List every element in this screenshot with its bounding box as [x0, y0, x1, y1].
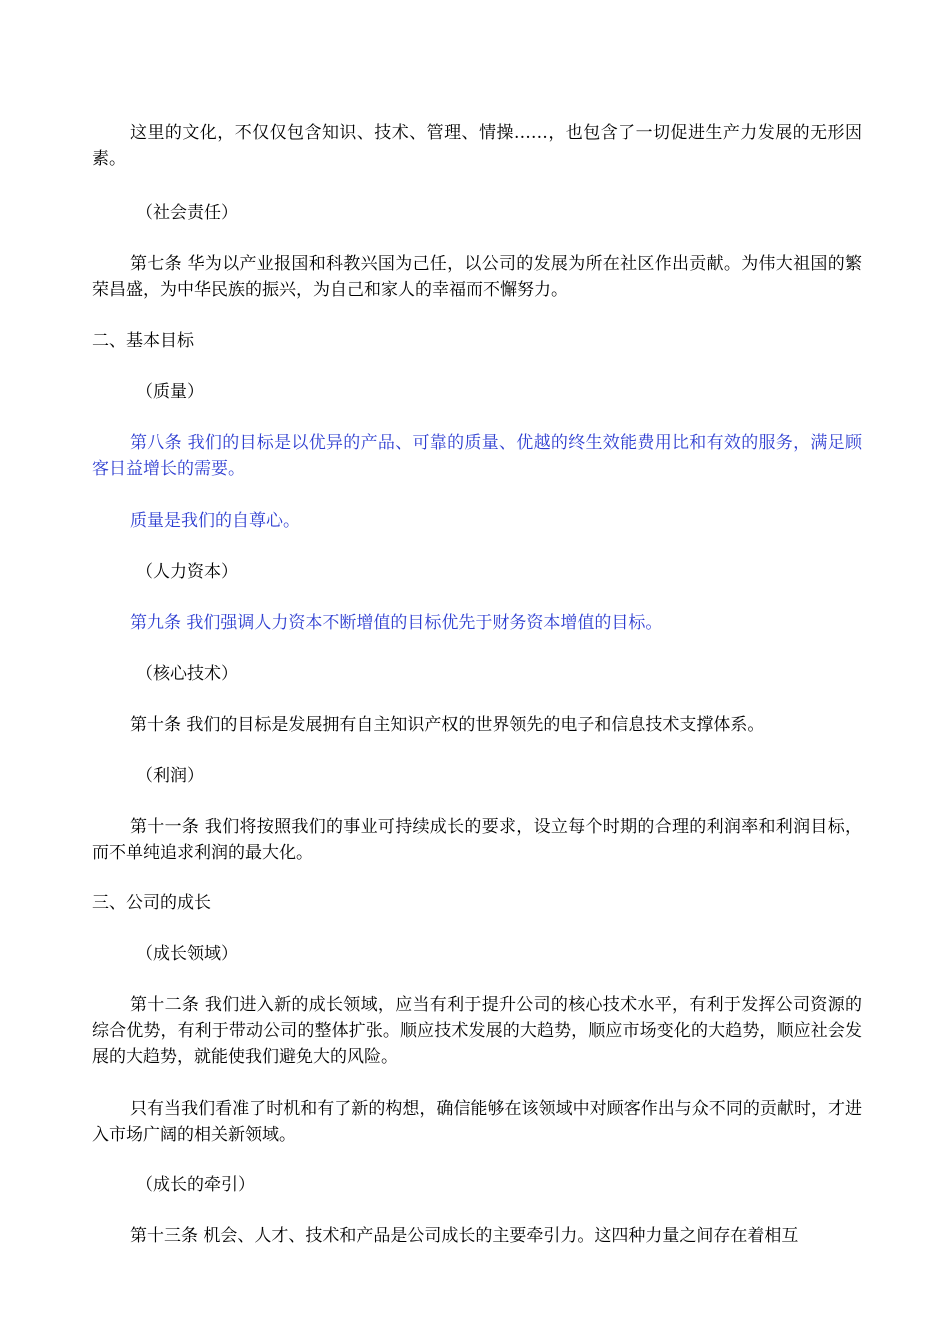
- caption-growth-areas: （成长领域）: [136, 944, 238, 964]
- caption-quality: （质量）: [136, 382, 204, 402]
- paragraph-culture: 这里的文化，不仅仅包含知识、技术、管理、情操……，也包含了一切促进生产力发展的无形因素。: [92, 123, 862, 169]
- caption-core-technology: （核心技术）: [136, 664, 238, 684]
- caption-growth-traction: （成长的牵引）: [136, 1175, 255, 1195]
- section-heading-company-growth: 三、公司的成长: [92, 893, 211, 913]
- article-7: 第七条 华为以产业报国和科教兴国为己任，以公司的发展为所在社区作出贡献。为伟大祖国的繁荣昌盛，为中华民族的振兴，为自己和家人的幸福而不懈努力。: [92, 254, 862, 300]
- article-12: 第十二条 我们进入新的成长领域，应当有利于提升公司的核心技术水平，有利于发挥公司资源的综合优势，有利于带动公司的整体扩张。顺应技术发展的大趋势，顺应市场变化的大趋势，顺应社会发展的大趋势，就能使我们避免大的风险。: [92, 995, 862, 1067]
- caption-profit: （利润）: [136, 766, 204, 786]
- section-heading-basic-goals: 二、基本目标: [92, 331, 194, 351]
- article-8: 第八条 我们的目标是以优异的产品、可靠的质量、优越的终生效能费用比和有效的服务，满足顾客日益增长的需要。: [92, 433, 862, 479]
- caption-human-capital: （人力资本）: [136, 562, 238, 582]
- article-13: 第十三条 机会、人才、技术和产品是公司成长的主要牵引力。这四种力量之间存在着相互: [130, 1226, 799, 1246]
- paragraph-new-fields: 只有当我们看准了时机和有了新的构想，确信能够在该领域中对顾客作出与众不同的贡献时，才进入市场广阔的相关新领域。: [92, 1099, 862, 1145]
- caption-social-responsibility: （社会责任）: [136, 203, 238, 223]
- quality-self-respect: 质量是我们的自尊心。: [130, 511, 300, 531]
- article-9: 第九条 我们强调人力资本不断增值的目标优先于财务资本增值的目标。: [130, 613, 663, 633]
- article-10: 第十条 我们的目标是发展拥有自主知识产权的世界领先的电子和信息技术支撑体系。: [130, 715, 765, 735]
- article-11: 第十一条 我们将按照我们的事业可持续成长的要求，设立每个时期的合理的利润率和利润目标，而不单纯追求利润的最大化。: [92, 817, 862, 863]
